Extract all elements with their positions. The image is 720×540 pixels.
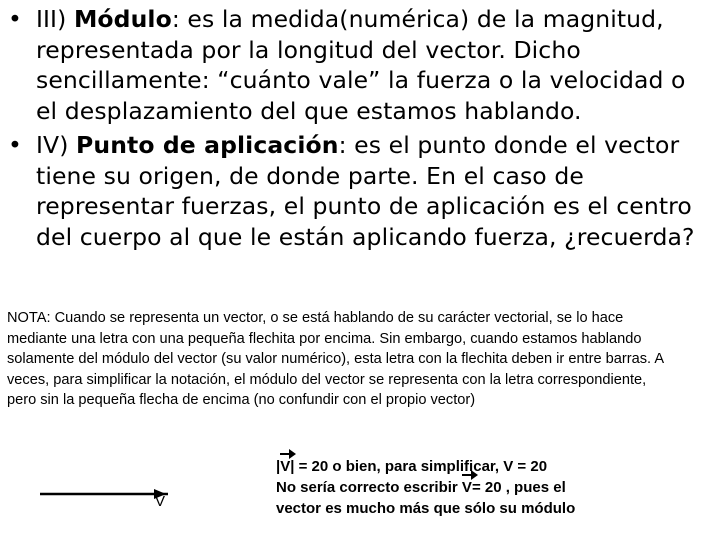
- vector-arrow-figure: [38, 478, 168, 508]
- bullet-modulo: [6, 4, 711, 126]
- formula-line-2-post: = 20 , pues el: [471, 479, 566, 496]
- term-modulo: Módulo: [73, 5, 172, 33]
- vector-label: V: [155, 493, 166, 508]
- formula-block: [276, 456, 716, 519]
- bullet-text: : es el punto donde el vector tiene su origen, de donde parte. En el caso de representar fuerzas, el punto de aplicación es el centro del cuerpo al que le están aplicando fuerza, ¿recuerda?: [36, 131, 695, 251]
- formula-line-2: [276, 477, 716, 498]
- bullet-prefix: IV): [36, 131, 77, 159]
- vector-symbol: V: [461, 479, 472, 496]
- vector-symbol: V: [280, 458, 291, 475]
- bullet-text: : es la medida(numérica) de la magnitud, representada por la longitud del vector. Dicho sencillamente: “cuánto vale” la fuerza o la velocidad o el desplazamiento del que estamos hablando.: [36, 5, 686, 125]
- formula-line-1: [276, 456, 716, 477]
- formula-line-1-rest: | = 20 o bien, para simplificar, V = 20: [290, 458, 548, 475]
- term-punto-aplicacion: Punto de aplicación: [76, 131, 339, 159]
- bullet-punto-aplicacion: [6, 130, 711, 252]
- abs-bar-left: |: [276, 458, 281, 475]
- bullet-list: [6, 4, 711, 252]
- note-paragraph: NOTA: Cuando se representa un vector, o se está hablando de su carácter vectorial, se lo hace mediante una letra con una pequeña flechita por encima. Sin embargo, cuando estamos hablando solamente del módulo del vector (su valor numérico), esta letra con la flechita deben ir entre barras. A veces, para simplificar la notación, el módulo del vector se representa con la letra correspondiente, pero sin la pequeña flecha de encima (no confundir con el propio vector): [7, 310, 664, 409]
- formula-line-2-pre: No sería correcto escribir: [276, 479, 462, 496]
- bullet-prefix: III): [36, 5, 74, 33]
- bullet-marker: •: [8, 5, 22, 33]
- bullet-marker: •: [8, 131, 22, 159]
- formula-line-3: vector es mucho más que sólo su módulo: [276, 500, 576, 517]
